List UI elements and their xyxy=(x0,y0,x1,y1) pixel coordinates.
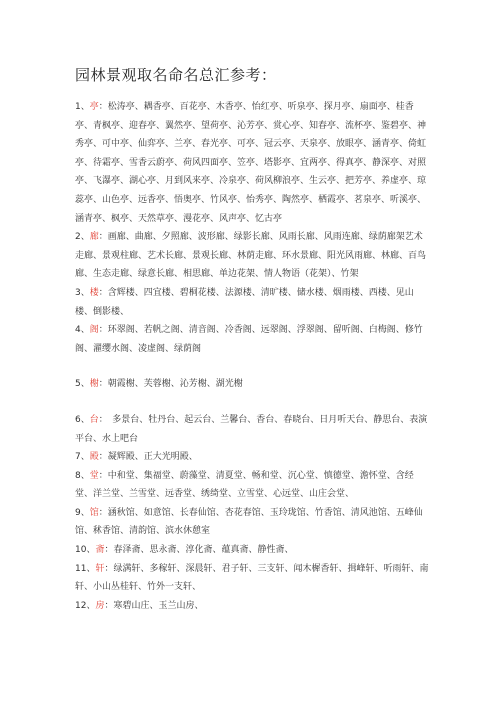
section-number: 6、 xyxy=(75,414,90,425)
section-keyword: 廊 xyxy=(89,232,99,243)
section-gap xyxy=(75,394,430,411)
name-list-section xyxy=(75,541,430,560)
name-list-section xyxy=(75,375,430,394)
name-list-section xyxy=(75,467,430,504)
section-gap xyxy=(75,358,430,375)
section-number: 12、 xyxy=(75,600,96,611)
section-keyword: 殿 xyxy=(89,452,99,463)
section-number: 4、 xyxy=(75,325,90,336)
section-names: ：中和堂、集福堂、蔚藻堂、清夏堂、畅和堂、沉心堂、慎德堂、澹怀堂、含经堂、洋兰堂、兰雪堂、远香堂、绣绮堂、立雪堂、心远堂、山庄会堂、 xyxy=(75,470,414,500)
section-names: ： 多景台、牡丹台、起云台、兰馨台、香台、春晓台、日月听天台、静思台、表演平台、水上吧台 xyxy=(75,414,428,444)
name-list-section xyxy=(75,504,430,541)
section-number: 9、 xyxy=(75,507,90,518)
section-names: ：寒碧山庄、玉兰山房、 xyxy=(104,600,204,611)
section-number: 10、 xyxy=(75,545,96,556)
section-number: 11、 xyxy=(75,563,96,574)
section-number: 7、 xyxy=(75,452,90,463)
section-names: ：松涛亭、耦香亭、百花亭、木香亭、怡红亭、听泉亭、探月亭、扇面亭、桂香亭、青枫亭、迎春亭、翼然亭、望荷亭、沁芳亭、赏心亭、知春亭、流杯亭、鉴碧亭、神秀亭、可中亭、仙弈亭、兰亭、春光亭、可亭、冠云亭、天泉亭、放眼亭、涵青亭、倚虹亭、待霜亭、雪香云蔚亭、荷风四面亭、笠亭、塔影亭、宜两亭、得真亭、静深亭、对照亭、飞瀑亭、湖心亭、月到风来亭、冷泉亭、荷风柳浪亭、生云亭、把芳亭、养虚亭、琼蕊亭、山色亭、远香亭、悟奥亭、竹风亭、怡秀亭、陶然亭、栖霞亭、茗泉亭、听溪亭、涵青亭、枫亭、天然草亭、漫花亭、风声亭、忆古亭 xyxy=(75,102,427,224)
name-list-section xyxy=(75,98,430,228)
section-keyword: 台 xyxy=(89,414,99,425)
section-names: ：含辉楼、四宜楼、碧桐花楼、法源楼、清旷楼、储水楼、烟雨楼、西楼、见山楼、倒影楼、 xyxy=(75,287,414,317)
section-number: 2、 xyxy=(75,232,90,243)
name-list-section xyxy=(75,560,430,597)
section-number: 1、 xyxy=(75,102,90,112)
section-keyword: 亭 xyxy=(89,102,99,112)
section-number: 8、 xyxy=(75,470,90,481)
section-names: ：朝霞榭、芙蓉榭、沁芳榭、湖光榭 xyxy=(98,379,243,390)
name-list-section xyxy=(75,448,430,467)
section-names: ：环翠阁、若帆之阁、清音阁、冷香阁、远翠阁、浮翠阁、留听阁、白梅阁、修竹阁、濯缨水阁、凌虚阁、绿荫阁 xyxy=(75,325,423,354)
section-keyword: 堂 xyxy=(89,470,99,481)
section-keyword: 楼 xyxy=(89,287,99,298)
section-names: ：凝辉殿、正大光明殿、 xyxy=(98,452,198,463)
section-keyword: 房 xyxy=(95,600,105,611)
section-keyword: 轩 xyxy=(95,563,105,574)
section-names: ：画廊、曲廊、夕照廊、波形廊、绿影长廊、风雨长廊、风雨连廊、绿荫廊架艺术走廊、景观柱廊、艺术长廊、景观长廊、林荫走廊、环水景廊、阳光风雨廊、林廊、百鸟廊、生态走廊、绿意长廊、相思廊、单边花架、情人物语（花架）、竹架 xyxy=(75,232,427,280)
name-list-section xyxy=(75,597,430,616)
section-keyword: 阁 xyxy=(89,325,99,336)
name-list-section xyxy=(75,228,430,284)
section-number: 5、 xyxy=(75,379,90,390)
section-keyword: 馆 xyxy=(89,507,99,518)
document-body xyxy=(75,98,430,615)
section-names: ：涵秋馆、如意馆、长春仙馆、杏花春馆、玉玲珑馆、竹香馆、清风池馆、五峰仙馆、秫香馆、清韵馆、滨水休憩室 xyxy=(75,507,423,537)
name-list-section xyxy=(75,321,430,358)
name-list-section xyxy=(75,411,430,448)
section-keyword: 榭 xyxy=(89,379,99,390)
section-names: ：绿满轩、多稼轩、深晨轩、君子轩、三支轩、闻木樨香轩、揖峰轩、听雨轩、南轩、小山丛桂轩、竹外一支轩、 xyxy=(75,563,429,593)
name-list-section xyxy=(75,284,430,321)
page-title: 园林景观取名命名总汇参考： xyxy=(75,66,277,84)
section-number: 3、 xyxy=(75,287,90,298)
section-names: ：春泽斋、思永斋、淳化斋、蕴真斋、静性斋、 xyxy=(104,545,294,556)
section-keyword: 斋 xyxy=(95,545,105,556)
